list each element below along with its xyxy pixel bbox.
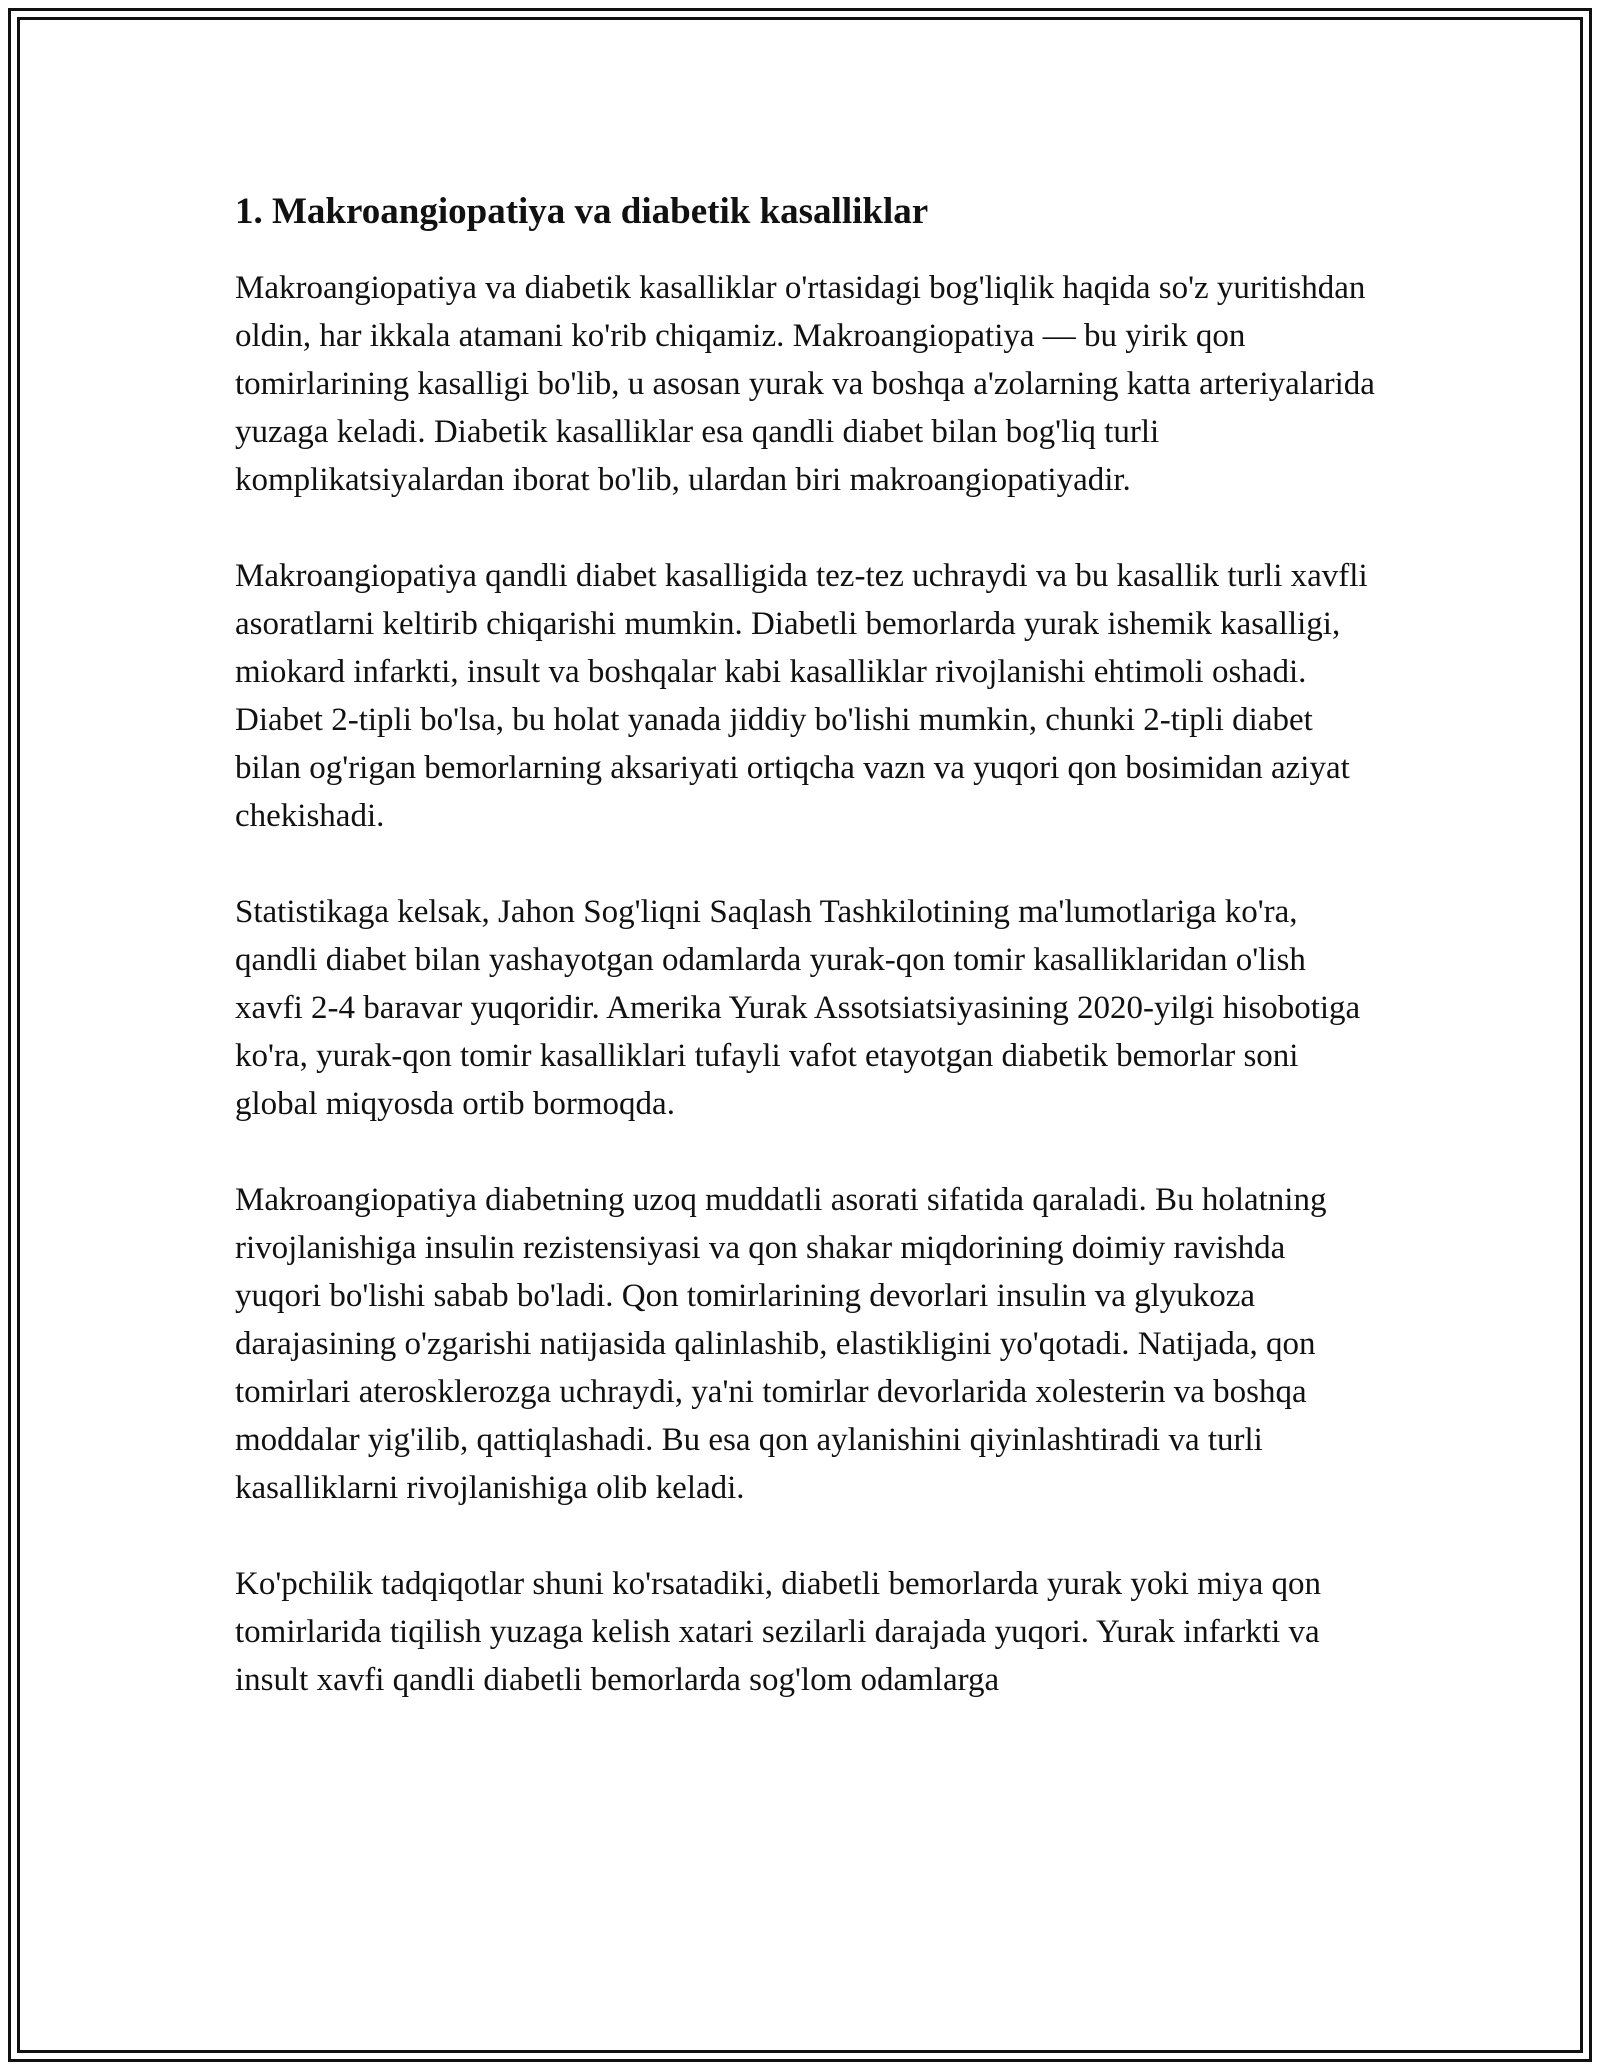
paragraph-complications: Makroangiopatiya qandli diabet kasalligida tez-tez uchraydi va bu kasallik turli xavfli asoratlarni keltirib chiqarishi mumkin. Diabetli bemorlarda yurak ishemik kasalligi, miokard infarkti, insult va boshqalar kabi kasalliklar rivojlanishi ehtimoli oshadi. Diabet 2-tipli bo'lsa, bu holat yanada jiddiy bo'lishi mumkin, chunki 2-tipli diabet bilan og'rigan bemorlarning aksariyati ortiqcha vazn va yuqori qon bosimidan aziyat chekishadi.	[235, 558, 1368, 835]
paragraph-pathogenesis: Makroangiopatiya diabetning uzoq muddatli asorati sifatida qaraladi. Bu holatning rivojlanishiga insulin rezistensiyasi va qon shakar miqdorining doimiy ravishda yuqori bo'lishi sabab bo'ladi. Qon tomirlarining devorlari insulin va glyukoza darajasining o'zgarishi natijasida qalinlashib, elastikligini yo'qotadi. Natijada, qon tomirlari aterosklerozga uchraydi, ya'ni tomirlar devorlarida xolesterin va boshqa moddalar yig'ilib, qattiqlashadi. Bu esa qon aylanishini qiyinlashtiradi va turli kasalliklarni rivojlanishiga olib keladi.	[235, 1182, 1327, 1507]
document-body	[235, 188, 1375, 1752]
paragraph-statistics: Statistikaga kelsak, Jahon Sog'liqni Saqlash Tashkilotining ma'lumotlariga ko'ra, qandli diabet bilan yashayotgan odamlarda yurak-qon tomir kasalliklaridan o'lish xavfi 2-4 baravar yuqoridir. Amerika Yurak Assotsiatsiyasining 2020-yilgi hisobotiga ko'ra, yurak-qon tomir kasalliklari tufayli vafot etayotgan diabetik bemorlar soni global miqyosda ortib bormoqda.	[235, 894, 1361, 1123]
paragraph-research: Ko'pchilik tadqiqotlar shuni ko'rsatadiki, diabetli bemorlarda yurak yoki miya qon tomirlarida tiqilish yuzaga kelish xatari sezilarli darajada yuqori. Yurak infarkti va insult xavfi qandli diabetli bemorlarda sog'lom odamlarga	[235, 1566, 1321, 1699]
section-heading: 1. Makroangiopatiya va diabetik kasalliklar	[235, 191, 929, 232]
paragraph-intro: Makroangiopatiya va diabetik kasalliklar o'rtasidagi bog'liqlik haqida so'z yuritishdan oldin, har ikkala atamani ko'rib chiqamiz. Makroangiopatiya — bu yirik qon tomirlarining kasalligi bo'lib, u asosan yurak va boshqa a'zolarning katta arteriyalarida yuzaga keladi. Diabetik kasalliklar esa qandli diabet bilan bog'liq turli komplikatsiyalardan iborat bo'lib, ulardan biri makroangiopatiyadir.	[235, 270, 1375, 499]
